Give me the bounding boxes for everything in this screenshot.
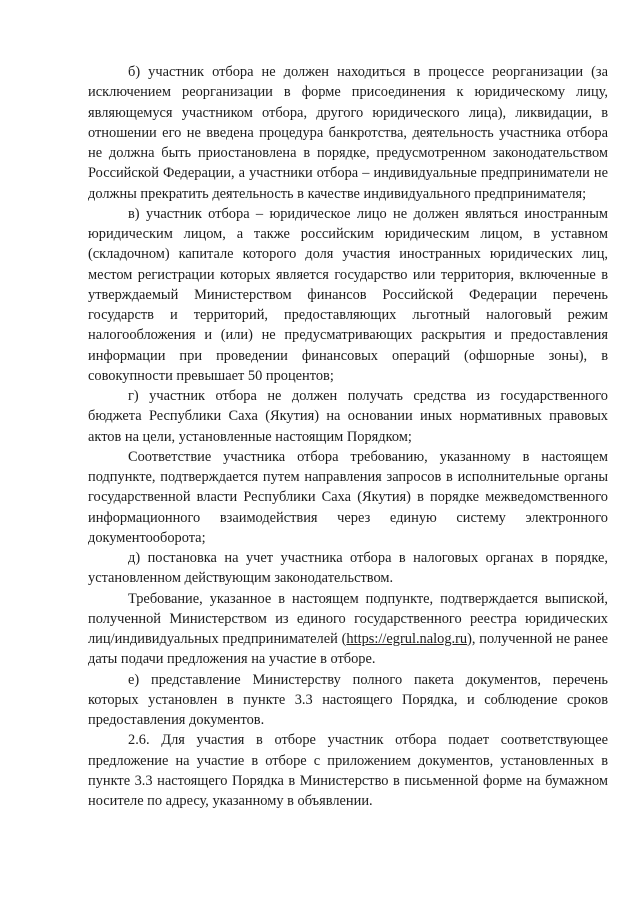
paragraph-v: в) участник отбора – юридическое лицо не должен являться иностранным юридическим лицом, а также российским юридическим лицом, в уставном (складочном) капитале которого доля участия иностранных юридических лиц, местом регистрации которых является государство или территория, включенные в утверждаемый Министерством финансов Российской Федерации перечень государств и территорий, предоставляющих льготный налоговый режим налогообложения и (или) не предусматривающих раскрытия и предоставления информации при проведении финансовых операций (офшорные зоны), в совокупности превышает 50 процентов; <box>88 205 608 384</box>
paragraph-requirement <box>88 589 608 670</box>
requirement-text-before: Требование, указанное в настоящем подпункте, подтверждается выпиской, полученной Министерством из единого государственного реестра юридических лиц/индивидуальных предпринимателей ( <box>88 590 608 647</box>
egrul-link[interactable]: https://egrul.nalog.ru <box>346 631 468 647</box>
paragraph-e: е) представление Министерству полного пакета документов, перечень которых установлен в пункте 3.3 настоящего Порядка, и соблюдение сроков предоставления документов. <box>88 671 608 728</box>
paragraph-g: г) участник отбора не должен получать средства из государственного бюджета Республики Саха (Якутия) на основании иных нормативных правовых актов на цели, установленные настоящим Порядком; <box>88 388 608 445</box>
document-body <box>88 62 608 811</box>
paragraph-2-6: 2.6. Для участия в отборе участник отбора подает соответствующее предложение на участие в отборе с приложением документов, установленных в пункте 3.3 настоящего Порядка в Министерство в письменной форме на бумажном носителе по адресу, указанному в объявлении. <box>88 732 608 809</box>
paragraph-b: б) участник отбора не должен находиться в процессе реорганизации (за исключением реорганизации в форме присоединения к юридическому лицу, являющемуся участником отбора, другого юридического лица), ликвидации, в отношении его не введена процедура банкротства, деятельность участника отбора не должна быть приостановлена в порядке, предусмотренном законодательством Российской Федерации, а участники отбора – индивидуальные предприниматели не должны прекратить деятельность в качестве индивидуального предпринимателя; <box>88 64 608 202</box>
paragraph-d: д) постановка на учет участника отбора в налоговых органах в порядке, установленном действующим законодательством. <box>88 550 608 587</box>
requirement-text-after: ), полученной не ранее даты подачи предложения на участие в отборе. <box>88 631 608 668</box>
paragraph-compliance: Соответствие участника отбора требованию, указанному в настоящем подпункте, подтверждается путем направления запросов в исполнительные органы государственной власти Республики Саха (Якутия) в порядке межведомственного информационного взаимодействия через единую систему электронного документооборота; <box>88 448 608 546</box>
